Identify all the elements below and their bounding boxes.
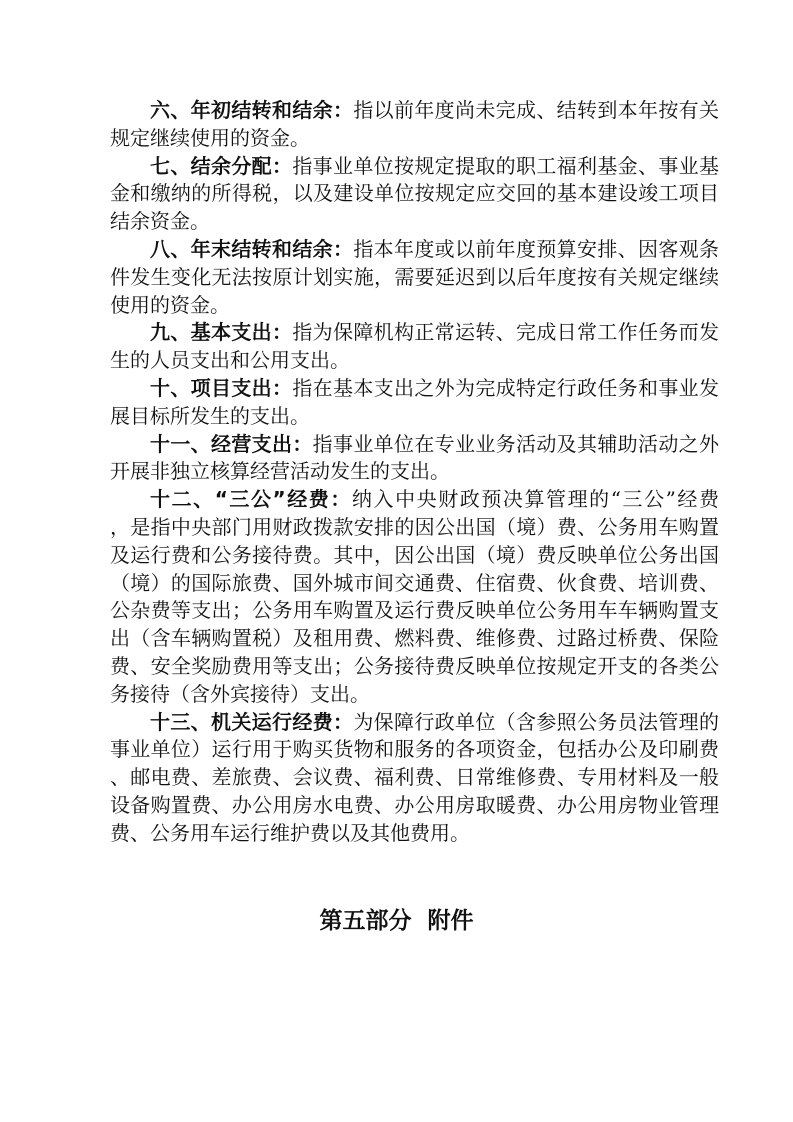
paragraph-line (110, 264, 719, 292)
paragraph-text: 及运行费和公务接待费。其中，因公出国（境）费反映单位公务出国 (110, 542, 719, 567)
paragraph-line (110, 764, 719, 792)
term-label: 十二、“三公”经费： (150, 487, 352, 512)
term-label: 六、年初结转和结余： (150, 98, 354, 122)
section-heading: 第五部分 附件 (319, 908, 474, 934)
paragraph-line (110, 653, 719, 681)
term-label: 十一、经营支出： (150, 431, 313, 456)
definition-paragraph (110, 709, 719, 848)
paragraph-line (110, 208, 719, 236)
term-label: 十三、机关运行经费： (150, 709, 354, 734)
term-label: 七、结余分配： (150, 153, 293, 178)
paragraph-text: 出（含车辆购置税）及租用费、燃料费、维修费、过路过桥费、保险 (110, 626, 719, 651)
paragraph-line (110, 125, 719, 153)
paragraph-text: 展目标所发生的支出。 (110, 403, 310, 428)
paragraph-line (110, 97, 719, 125)
paragraph-text: 金和缴纳的所得税，以及建设单位按规定应交回的基本建设竣工项目 (110, 181, 719, 206)
paragraph-text: 指为保障机构正常运转、完成日常工作任务而发 (292, 320, 720, 345)
paragraph-text: 规定继续使用的资金。 (110, 125, 310, 150)
paragraph-text: （境）的国际旅费、国外城市间交通费、住宿费、伙食费、培训费、 (110, 570, 719, 595)
paragraph-line (110, 486, 719, 514)
definition-paragraph (110, 319, 719, 375)
paragraph-line (110, 542, 719, 570)
paragraph-text: 纳入中央财政预决算管理的“三公”经费 (351, 487, 719, 512)
definition-paragraph (110, 431, 719, 487)
paragraph-line (110, 375, 719, 403)
term-label: 九、基本支出： (150, 320, 293, 345)
paragraph-text: 指本年度或以前年度预算安排、因客观条 (353, 236, 720, 261)
paragraph-line (110, 403, 719, 431)
paragraph-line (110, 792, 719, 820)
definition-paragraph (110, 375, 719, 431)
paragraph-line (110, 236, 719, 264)
paragraph-text: ，是指中央部门用财政拨款安排的因公出国（境）费、公务用车购置 (110, 514, 719, 539)
paragraph-line (110, 347, 719, 375)
paragraph-text: 事业单位）运行用于购买货物和服务的各项资金，包括办公及印刷费 (110, 737, 719, 762)
paragraph-line (110, 736, 719, 764)
paragraph-text: 公杂费等支出；公务用车购置及运行费反映单位公务用车车辆购置支 (110, 598, 719, 623)
paragraph-text: 费、安全奖励费用等支出；公务接待费反映单位按规定开支的各类公 (110, 653, 719, 678)
paragraph-text: 结余资金。 (110, 209, 210, 234)
paragraph-text: 指在基本支出之外为完成特定行政任务和事业发 (292, 375, 720, 400)
term-label: 八、年末结转和结余： (150, 236, 354, 261)
paragraph-text: 指事业单位在专业业务活动及其辅助活动之外 (312, 431, 720, 456)
document-body (110, 97, 719, 848)
definition-paragraph (110, 97, 719, 153)
paragraph-line (110, 514, 719, 542)
paragraph-line (110, 292, 719, 320)
paragraph-text: 开展非独立核算经营活动发生的支出。 (110, 459, 450, 484)
paragraph-line (110, 681, 719, 709)
paragraph-text: 为保障行政单位（含参照公务员法管理的 (353, 709, 720, 734)
paragraph-text: 使用的资金。 (110, 292, 230, 317)
definition-paragraph (110, 486, 719, 708)
paragraph-line (110, 625, 719, 653)
paragraph-text: 务接待（含外宾接待）支出。 (110, 681, 370, 706)
paragraph-line (110, 319, 719, 347)
paragraph-line (110, 431, 719, 459)
paragraph-text: 、邮电费、差旅费、会议费、福利费、日常维修费、专用材料及一般 (110, 765, 719, 790)
paragraph-text: 件发生变化无法按原计划实施，需要延迟到以后年度按有关规定继续 (110, 264, 719, 289)
paragraph-text: 费、公务用车运行维护费以及其他费用。 (110, 820, 470, 845)
definition-paragraph (110, 236, 719, 319)
term-label: 十、项目支出： (150, 375, 293, 400)
paragraph-text: 生的人员支出和公用支出。 (110, 348, 350, 373)
paragraph-line (110, 709, 719, 737)
paragraph-line (110, 597, 719, 625)
definition-paragraph (110, 153, 719, 236)
paragraph-text: 指事业单位按规定提取的职工福利基金、事业基 (292, 153, 720, 178)
paragraph-line (110, 153, 719, 181)
paragraph-line (110, 820, 719, 848)
paragraph-line (110, 458, 719, 486)
paragraph-line (110, 180, 719, 208)
paragraph-text: 设备购置费、办公用房水电费、办公用房取暖费、办公用房物业管理 (110, 792, 719, 817)
paragraph-text: 指以前年度尚未完成、结转到本年按有关 (353, 98, 720, 122)
paragraph-line (110, 570, 719, 598)
